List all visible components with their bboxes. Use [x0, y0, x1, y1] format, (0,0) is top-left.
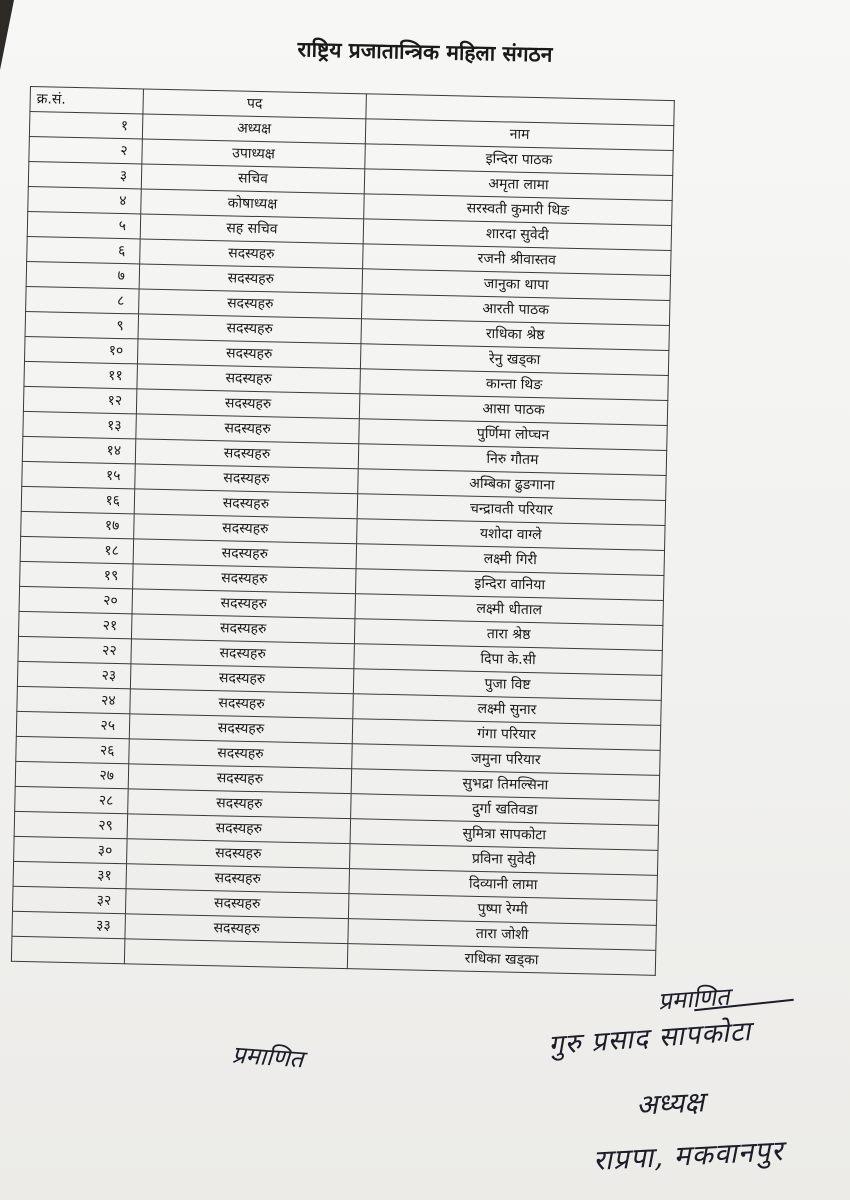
- signer-name: गुरु प्रसाद सापकोटा: [547, 1015, 753, 1062]
- sn-cell: ८: [26, 286, 140, 313]
- name-cell: तारा जोशी: [348, 919, 656, 951]
- sn-cell: १५: [22, 461, 136, 488]
- name-cell: जानुका थापा: [362, 269, 670, 301]
- sn-cell: १४: [22, 436, 136, 463]
- post-cell: सदस्यहरु: [127, 814, 350, 844]
- sn-cell: २४: [17, 686, 131, 713]
- post-cell: सह सचिव: [140, 214, 363, 244]
- name-cell: इन्दिरा पाठक: [365, 144, 673, 176]
- sn-cell: ७: [26, 261, 140, 288]
- sn-cell: १८: [20, 536, 134, 563]
- sn-cell: २२: [18, 636, 132, 663]
- name-cell: जमुना परियार: [352, 744, 660, 776]
- name-cell: सरस्वती कुमारी थिङ: [364, 194, 672, 226]
- post-cell: सदस्यहरु: [139, 289, 362, 319]
- name-cell: दुर्गा खतिवडा: [351, 794, 659, 826]
- name-cell: दिव्यानी लामा: [349, 869, 657, 901]
- post-cell: सदस्यहरु: [129, 714, 352, 744]
- sn-cell: ५: [27, 211, 141, 238]
- post-cell: सदस्यहरु: [130, 689, 353, 719]
- post-cell: सदस्यहरु: [135, 439, 358, 469]
- post-cell: सदस्यहरु: [137, 339, 360, 369]
- name-cell: लक्ष्मी सुनार: [353, 694, 661, 726]
- sn-cell: ३१: [13, 861, 127, 888]
- signer-org: राप्रपा, मकवानपुर: [592, 1134, 785, 1177]
- table-body: [11, 112, 673, 976]
- name-cell: रजनी श्रीवास्तव: [363, 244, 671, 276]
- sn-cell: १९: [20, 561, 134, 588]
- post-cell: सदस्यहरु: [128, 789, 351, 819]
- sn-cell: २५: [16, 711, 130, 738]
- post-cell: कोषाध्यक्ष: [141, 189, 364, 219]
- name-cell: सुभद्रा तिमल्सिना: [351, 769, 659, 801]
- header-sn: क्र.सं.: [30, 87, 144, 114]
- post-cell: सदस्यहरु: [125, 914, 348, 944]
- post-cell: सदस्यहरु: [134, 514, 357, 544]
- post-cell: सदस्यहरु: [127, 839, 350, 869]
- post-cell: सचिव: [141, 164, 364, 194]
- post-cell: सदस्यहरु: [140, 239, 363, 269]
- post-cell: सदस्यहरु: [139, 264, 362, 294]
- name-cell: निरु गौतम: [358, 444, 666, 476]
- header-post: पद: [143, 89, 366, 119]
- post-cell: सदस्यहरु: [138, 314, 361, 344]
- name-cell: पुजा विष्ट: [353, 669, 661, 701]
- name-cell: अम्बिका ढुङगाना: [358, 469, 666, 501]
- name-cell: पुष्पा रेग्मी: [348, 894, 656, 926]
- name-cell: अमृता लामा: [364, 169, 672, 201]
- sn-cell: ४: [28, 186, 142, 213]
- post-cell: सदस्यहरु: [128, 764, 351, 794]
- name-cell: प्रविना सुवेदी: [350, 844, 658, 876]
- post-cell: सदस्यहरु: [136, 389, 359, 419]
- sn-cell: १: [29, 112, 143, 139]
- post-cell: [124, 939, 347, 969]
- sn-cell: ३०: [14, 836, 128, 863]
- name-cell: इन्दिरा वानिया: [356, 569, 664, 601]
- sn-cell: २८: [15, 786, 129, 813]
- name-cell: गंगा परियार: [352, 719, 660, 751]
- right-signature: प्रमाणित: [657, 982, 731, 1016]
- post-cell: सदस्यहरु: [130, 664, 353, 694]
- name-cell: लक्ष्मी गिरी: [356, 544, 664, 576]
- post-cell: सदस्यहरु: [133, 539, 356, 569]
- sn-cell: २६: [16, 736, 130, 763]
- sn-cell: [11, 936, 125, 963]
- post-cell: सदस्यहरु: [132, 589, 355, 619]
- sn-cell: १६: [21, 486, 135, 513]
- sn-cell: २: [29, 136, 143, 163]
- post-cell: उपाध्यक्ष: [142, 139, 365, 169]
- sn-cell: २३: [17, 661, 131, 688]
- name-cell: नाम: [365, 119, 673, 151]
- name-cell: आसा पाठक: [359, 394, 667, 426]
- sn-cell: १२: [23, 386, 137, 413]
- sn-cell: ९: [25, 311, 139, 338]
- sn-cell: ३: [28, 161, 142, 188]
- document-title: राष्ट्रिय प्रजातान्त्रिक महिला संगठन: [297, 37, 553, 67]
- post-cell: सदस्यहरु: [129, 739, 352, 769]
- signer-role: अध्यक्ष: [635, 1085, 706, 1122]
- post-cell: अध्यक्ष: [142, 114, 365, 144]
- sn-cell: २०: [19, 586, 133, 613]
- name-cell: लक्ष्मी धीताल: [355, 594, 663, 626]
- name-cell: पुर्णिमा लोप्चन: [359, 419, 667, 451]
- left-signature: प्रमाणित: [231, 1040, 305, 1074]
- sn-cell: १०: [24, 336, 138, 363]
- sn-cell: २७: [15, 761, 129, 788]
- sn-cell: ३२: [12, 886, 126, 913]
- name-cell: कान्ता थिङ: [360, 369, 668, 401]
- name-cell: दिपा के.सी: [354, 644, 662, 676]
- name-cell: यशोदा वाग्ले: [357, 519, 665, 551]
- name-cell: राधिका श्रेष्ठ: [361, 319, 669, 351]
- post-cell: सदस्यहरु: [126, 864, 349, 894]
- name-cell: राधिका खड्का: [347, 944, 655, 976]
- post-cell: सदस्यहरु: [134, 489, 357, 519]
- member-table-container: [10, 86, 674, 1000]
- post-cell: सदस्यहरु: [133, 564, 356, 594]
- post-cell: सदस्यहरु: [137, 364, 360, 394]
- sn-cell: १७: [21, 511, 135, 538]
- sn-cell: ११: [24, 361, 138, 388]
- post-cell: सदस्यहरु: [136, 414, 359, 444]
- name-cell: शारदा सुवेदी: [363, 219, 671, 251]
- name-cell: सुमित्रा सापकोटा: [350, 819, 658, 851]
- name-cell: चन्द्रावती परियार: [357, 494, 665, 526]
- sn-cell: १३: [23, 411, 137, 438]
- post-cell: सदस्यहरु: [131, 639, 354, 669]
- member-table: [11, 86, 675, 976]
- post-cell: सदस्यहरु: [125, 889, 348, 919]
- sn-cell: २१: [18, 611, 132, 638]
- name-cell: तारा श्रेष्ठ: [354, 619, 662, 651]
- name-cell: रेनु खड्का: [360, 344, 668, 376]
- name-cell: आरती पाठक: [362, 294, 670, 326]
- post-cell: सदस्यहरु: [135, 464, 358, 494]
- sn-cell: ३३: [12, 911, 126, 938]
- sn-cell: ६: [27, 236, 141, 263]
- sn-cell: २९: [14, 811, 128, 838]
- post-cell: सदस्यहरु: [131, 614, 354, 644]
